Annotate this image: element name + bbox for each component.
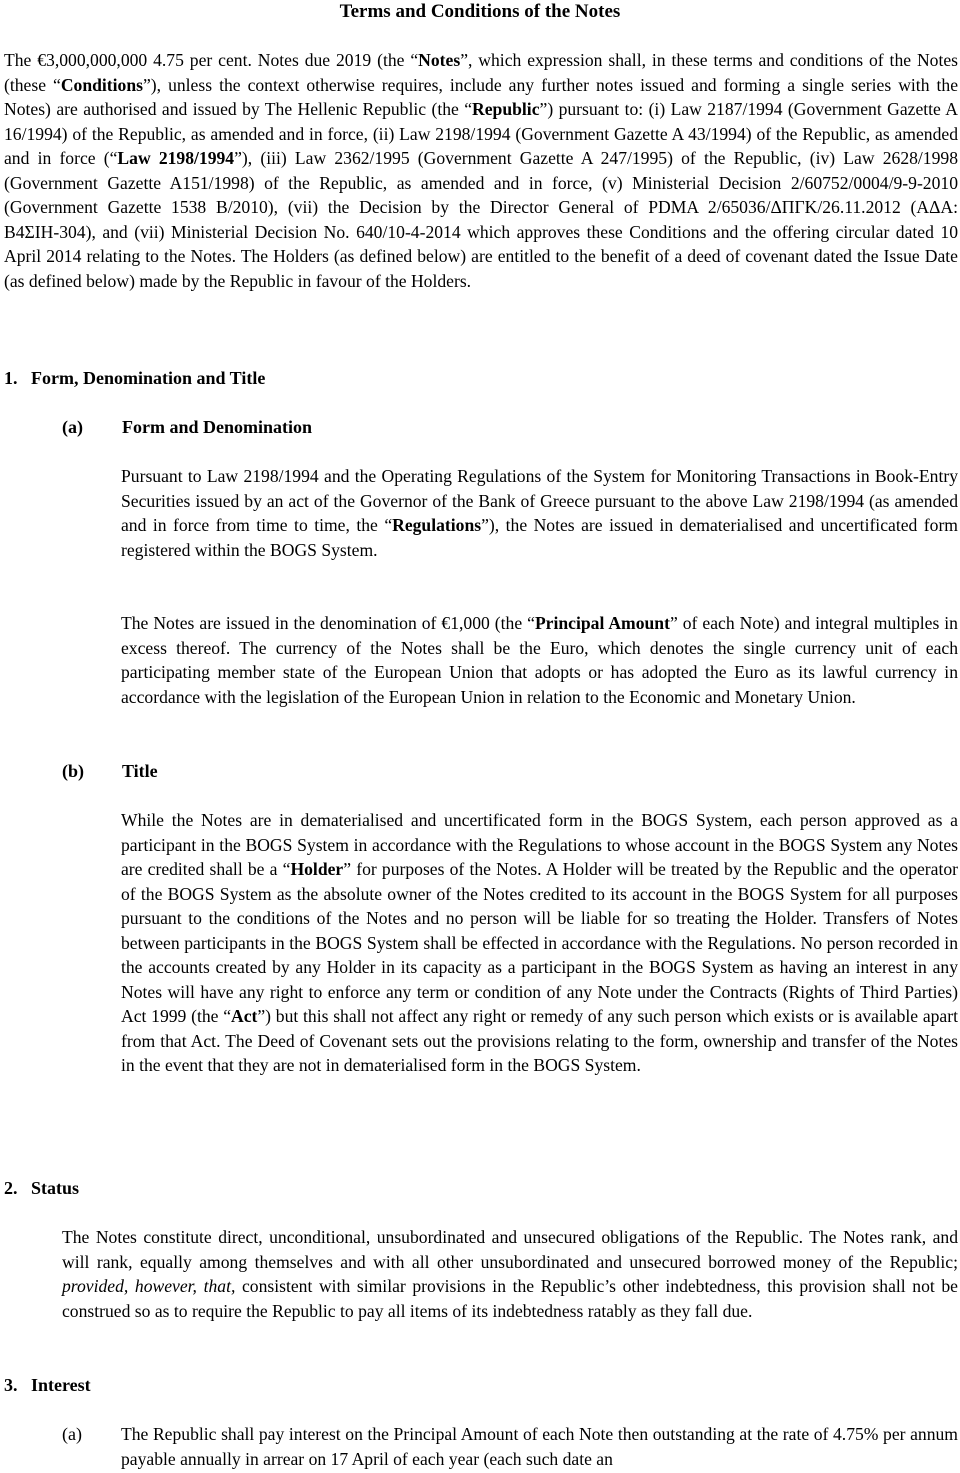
section-3a-label: (a) <box>62 1424 82 1444</box>
defined-term: Republic <box>472 99 540 119</box>
text-segment: Pursuant to Law 2198/1994 and the Operating Regulations of the System for Monitoring Transactions in Book-Entry Securities issued by an act of the Governor of the Bank of Greece pursuant to the above Law 2198/1994 (as amended and in force from time to time, the “ <box>121 466 958 535</box>
section-1b-paragraph-1 <box>121 808 958 1078</box>
defined-term: Holder <box>290 859 344 879</box>
defined-term: Act <box>231 1006 258 1026</box>
text-segment: ”), unless the context otherwise requires, include any further notes issued and forming a single series with the Notes) are authorised and issued by The Hellenic Republic (the “ <box>4 74 958 119</box>
section-2-number: 2. <box>4 1178 18 1198</box>
defined-term: Notes <box>418 50 461 70</box>
section-1-heading <box>4 366 265 390</box>
text-segment: ”), (iii) Law 2362/1995 (Government Gazette A 247/1995) of the Republic, (iv) Law 2628/1998 (Government Gazette A151/1998) of the Republic, as amended and in force, (v) Ministerial Decision 2/60752/0004/9-9-2010 (Government Gazette 1538 B/2010), (vii) the Decision by the Director General of PDMA 2/65036/ΔΠΓΚ/26.11.2012 (ΑΔΑ: Β4ΣΙΗ-304), and (vii) Ministerial Decision No. 640/10-4-2014 which approves these Conditions and the offering circular dated 10 April 2014 relating to the Notes. The Holders (as defined below) are entitled to the benefit of a deed of covenant dated the Issue Date (as defined below) made by the Republic in favour of the Holders. <box>4 148 958 291</box>
text-segment: ” of each Note) and integral multiples in excess thereof. The currency of the Notes shall be the Euro, which denotes the single currency unit of each participating member state of the European Union that adopts or has adopted the Euro as its lawful currency in accordance with the legislation of the European Union in relation to the Economic and Monetary Union. <box>121 613 958 707</box>
defined-term: Regulations <box>392 515 482 535</box>
section-2-title: Status <box>31 1178 80 1198</box>
text-segment: provided, however, that, <box>62 1276 236 1296</box>
text-segment: While the Notes are in dematerialised and uncertificated form in the BOGS System, each person approved as a participant in the BOGS System in accordance with the Regulations to whose account in the BOGS System any Notes are credited shall be a “ <box>121 810 958 879</box>
section-3-number: 3. <box>4 1375 18 1395</box>
defined-term: Principal Amount <box>534 613 670 633</box>
section-2-paragraph <box>62 1225 958 1323</box>
defined-term: Conditions <box>60 74 143 95</box>
section-2-heading <box>4 1176 79 1200</box>
section-1a-paragraph-1 <box>121 464 958 562</box>
section-3a-paragraph <box>121 1422 958 1471</box>
text-segment: consistent with similar provisions in the Republic’s other indebtedness, this provision shall not be construed so as to require the Republic to pay all items of its indebtedness ratably as they fall due. <box>62 1276 958 1321</box>
text-segment: The Notes are issued in the denomination of €1,000 (the “ <box>121 613 535 633</box>
section-1-number: 1. <box>4 368 18 388</box>
section-1b-heading: Title <box>122 761 158 781</box>
section-3-title: Interest <box>31 1375 91 1395</box>
text-segment: ”), the Notes are issued in dematerialised and uncertificated form registered within the BOGS System. <box>121 515 958 560</box>
section-1-title: Form, Denomination and Title <box>31 368 266 388</box>
section-1a-paragraph-2 <box>121 611 958 709</box>
section-1b-label: (b) <box>62 761 84 781</box>
text-segment: The Notes constitute direct, unconditional, unsubordinated and unsecured obligations of the Republic. The Notes rank, and will rank, equally among themselves and with all other unsubordinated and unsecured borrowed money of the Republic; <box>62 1227 958 1272</box>
defined-term: Law 2198/1994 <box>117 148 235 168</box>
text-segment: ”) pursuant to: (i) Law 2187/1994 (Government Gazette A 16/1994) of the Republic, as amended and in force, (ii) Law 2198/1994 (Government Gazette A 43/1994) of the Republic, as amended and in force (“ <box>4 99 958 168</box>
text-segment: ”, which expression shall, in these terms and conditions of the Notes (these “ <box>4 50 958 95</box>
text-segment: ” for purposes of the Notes. A Holder will be treated by the Republic and the operator of the BOGS System as the absolute owner of the Notes credited to its account in the BOGS System for all purposes pursuant to the conditions of the Notes and no person will be liable for so treating the Holder. Transfers of Notes between participants in the BOGS System shall be effected in accordance with the Regulations. No person recorded in the accounts created by any Holder in its capacity as a participant in the BOGS System as having an interest in any Notes will have any right to enforce any term or condition of any Note under the Contracts (Rights of Third Parties) Act 1999 (the “ <box>121 859 959 1026</box>
text-segment: The Republic shall pay interest on the Principal Amount of each Note then outstanding at the rate of 4.75% per annum payable annually in arrear on 17 April of each year (each such date an <box>121 1424 958 1469</box>
text-segment: The €3,000,000,000 4.75 per cent. Notes due 2019 (the “ <box>4 50 419 70</box>
intro-paragraph <box>4 48 958 293</box>
text-segment: ”) but this shall not affect any right or remedy of any such person which exists or is available apart from that Act. The Deed of Covenant sets out the provisions relating to the form, ownership and transfer of the Notes in the event that they are not in dematerialised form in the BOGS System. <box>121 1006 958 1075</box>
section-3-heading <box>4 1373 91 1397</box>
section-1a-heading: Form and Denomination <box>122 417 313 437</box>
section-1a-label: (a) <box>62 417 83 437</box>
document-title: Terms and Conditions of the Notes <box>339 1 621 22</box>
